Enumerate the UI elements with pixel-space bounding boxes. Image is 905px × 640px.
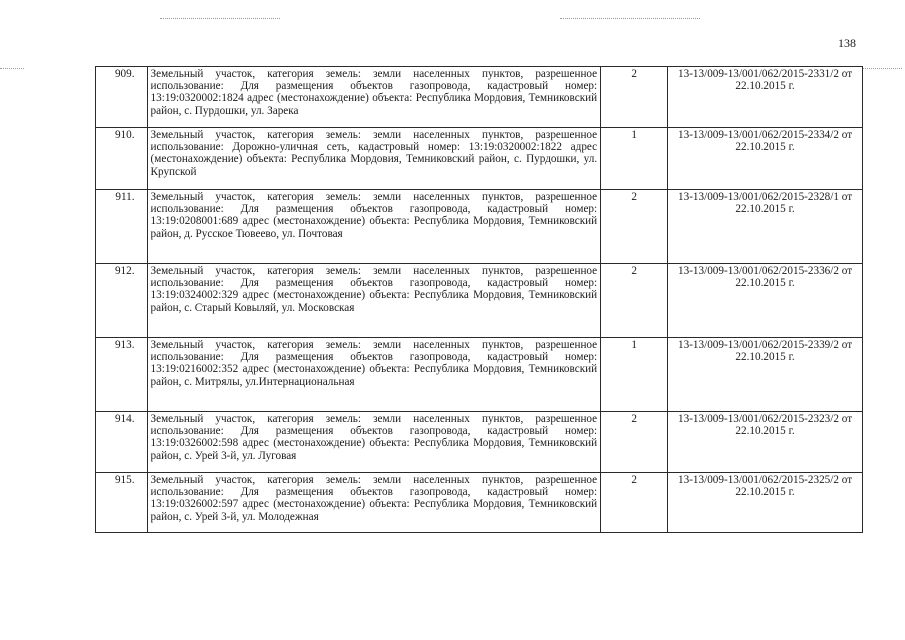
property-description: Земельный участок, категория земель: земли населенных пунктов, разрешенное использование: Для размещения объектов газопровода, кадастровый номер: 13:19:0320002:1824 адрес (местонахождение) объекта: Республика Мордовия, Темниковский район, с. Пурдошки, ул. Зарека [147,67,601,128]
registration-record: 13-13/009-13/001/062/2015-2336/2 от 22.10.2015 г. [668,264,863,338]
property-description: Земельный участок, категория земель: земли населенных пунктов, разрешенное использование: Для размещения объектов газопровода, кадастровый номер: 13:19:0326002:597 адрес (местонахождение) объекта: Республика Мордовия, Темниковский район, с. Урей 3-й, ул. Молодежная [147,473,601,533]
property-table [95,66,863,533]
row-number: 914. [96,412,148,473]
quantity-cell: 1 [601,338,668,412]
quantity-cell: 2 [601,67,668,128]
page-number: 138 [838,36,856,50]
registration-record: 13-13/009-13/001/062/2015-2331/2 от 22.10.2015 г. [668,67,863,128]
registration-record: 13-13/009-13/001/062/2015-2334/2 от 22.10.2015 г. [668,128,863,190]
scan-artifact-line [160,18,280,19]
property-description: Земельный участок, категория земель: земли населенных пунктов, разрешенное использование: Для размещения объектов газопровода, кадастровый номер: 13:19:0326002:598 адрес (местонахождение) объекта: Республика Мордовия, Темниковский район, с. Урей 3-й, ул. Луговая [147,412,601,473]
registration-record: 13-13/009-13/001/062/2015-2339/2 от 22.10.2015 г. [668,338,863,412]
quantity-cell: 2 [601,412,668,473]
row-number: 909. [96,67,148,128]
row-number: 911. [96,190,148,264]
quantity-cell: 2 [601,264,668,338]
table-row [96,264,863,338]
registration-record: 13-13/009-13/001/062/2015-2328/1 от 22.10.2015 г. [668,190,863,264]
table-row [96,412,863,473]
property-description: Земельный участок, категория земель: земли населенных пунктов, разрешенное использование: Для размещения объектов газопровода, кадастровый номер: 13:19:0324002:329 адрес (местонахождение) объекта: Республика Мордовия, Темниковский район, с. Старый Ковыляй, ул. Московская [147,264,601,338]
property-description: Земельный участок, категория земель: земли населенных пунктов, разрешенное использование: Для размещения объектов газопровода, кадастровый номер: 13:19:0216002:352 адрес (местонахождение) объекта: Республика Мордовия, Темниковский район, с. Митрялы, ул.Интернациональная [147,338,601,412]
quantity-cell: 2 [601,473,668,533]
table-row [96,190,863,264]
table-row [96,128,863,190]
table-row [96,338,863,412]
scan-artifact-line [560,18,700,19]
registration-record: 13-13/009-13/001/062/2015-2323/2 от 22.10.2015 г. [668,412,863,473]
scan-artifact-line [862,68,902,69]
row-number: 910. [96,128,148,190]
scan-artifact-line [0,68,24,69]
registration-record: 13-13/009-13/001/062/2015-2325/2 от 22.10.2015 г. [668,473,863,533]
quantity-cell: 2 [601,190,668,264]
row-number: 915. [96,473,148,533]
row-number: 913. [96,338,148,412]
table-row [96,473,863,533]
quantity-cell: 1 [601,128,668,190]
row-number: 912. [96,264,148,338]
property-description: Земельный участок, категория земель: земли населенных пунктов, разрешенное использование: Дорожно-уличная сеть, кадастровый номер: 13:19:0320002:1822 адрес (местонахождение) объекта: Республика Мордовия, Темниковский район, с. Пурдошки, ул. Крупской [147,128,601,190]
table-row [96,67,863,128]
property-description: Земельный участок, категория земель: земли населенных пунктов, разрешенное использование: Для размещения объектов газопровода, кадастровый номер: 13:19:0208001:689 адрес (местонахождение) объекта: Республика Мордовия, Темниковский район, д. Русское Тювеево, ул. Почтовая [147,190,601,264]
